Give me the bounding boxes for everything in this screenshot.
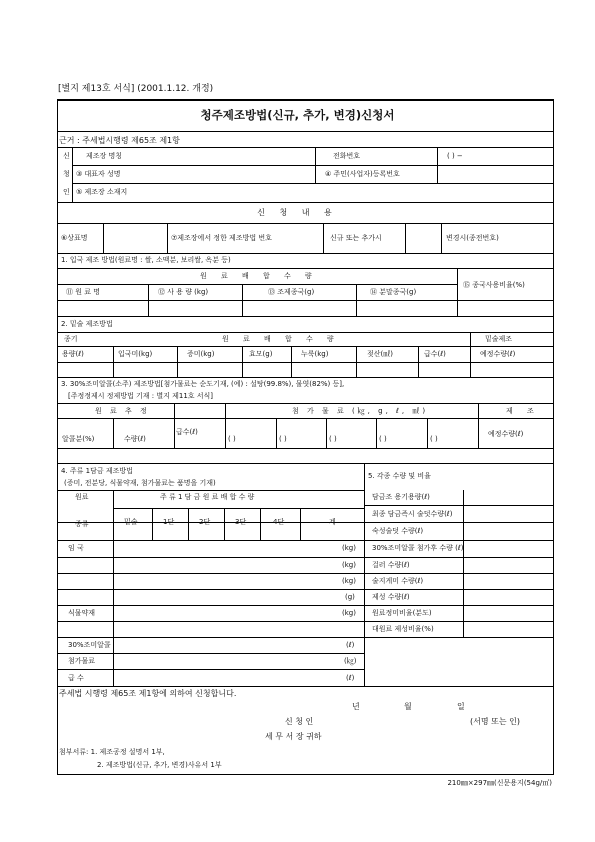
- sec1-title: 1. 입국 제조 방법(원료명 : 쌀, 소맥분, 보리쌀, 옥분 등): [61, 256, 231, 264]
- sec1-mix-heading: 원 료 배 합 수 량: [200, 272, 318, 280]
- sec4-col-1: 밑술: [124, 518, 138, 526]
- paper-spec: 210㎜×297㎜(신문용지(54g/㎡): [447, 779, 552, 787]
- sec3-additives: 첨 가 물 료 (㎏, g, ℓ, ㎖): [292, 407, 429, 415]
- sec5-row: 30%조미알콜 첨가후 수량 (ℓ): [372, 544, 464, 552]
- side-char-3: 인: [63, 188, 70, 196]
- sec1-col-2: ⑫ 사 용 량 (kg): [158, 288, 209, 296]
- sec4-row-unit: (kg): [342, 609, 356, 617]
- sec5-row: 숙성술덧 수량(ℓ): [372, 527, 424, 535]
- sec4-row-name: 30%조미알콜: [68, 641, 111, 649]
- sec4-col-6: 계: [329, 518, 336, 526]
- sec5-row: 제성 수량(ℓ): [372, 593, 410, 601]
- request-heading: 신 청 내 용: [257, 208, 338, 217]
- method-no-label: ⑦제조장에서 정한 제조방법 번호: [171, 234, 272, 242]
- sec4-row-unit: (ℓ): [346, 641, 355, 649]
- sec2-out-2: 예정수량(ℓ): [480, 350, 516, 358]
- sec2-kind: 종기: [64, 335, 78, 343]
- sec3-paren-5: ( ): [430, 435, 438, 443]
- sec4-row-unit: (kg): [342, 561, 356, 569]
- sec3-paren-3: ( ): [329, 435, 337, 443]
- sec3-raw-estimate: 원 료 추 정: [95, 407, 150, 415]
- sec4-row-name: 급 수: [68, 674, 84, 682]
- sec2-title: 2. 밑술 제조방법: [61, 320, 113, 328]
- phone-format: ( ) −: [447, 152, 463, 160]
- factory-address-label: ⑤ 제조장 소재지: [76, 188, 128, 196]
- sec5-title: 5. 각종 수량 및 비율: [368, 472, 431, 480]
- brand-label: ⑥상표명: [61, 234, 88, 242]
- side-char-2: 청: [63, 170, 70, 178]
- sec1-col-4: ⑭ 분말종국(g): [370, 288, 417, 296]
- sec4-col-2: 1단: [163, 518, 175, 526]
- form-number: [별지 제13호 서식] (2001.1.12. 개정): [58, 84, 214, 94]
- sec4-col-4: 3단: [235, 518, 247, 526]
- date-month: 월: [404, 702, 412, 711]
- date-year: 년: [352, 702, 360, 711]
- form-title: 청주제조방법(신규, 추가, 변경)신청서: [200, 108, 395, 122]
- sec2-col-1: 입국미(kg): [118, 350, 153, 358]
- sec4-title: 4. 주류 1담금 제조방법: [61, 467, 133, 475]
- sec1-col-1: ⑪ 원 료 명: [66, 288, 100, 296]
- sec4-raw: 원료: [75, 493, 89, 501]
- sec2-col-3: 효모(g): [249, 350, 273, 358]
- legal-basis: 근거 : 주세법시행령 제65조 제1항: [59, 136, 180, 145]
- sec4-col-3: 2단: [199, 518, 211, 526]
- sec2-col-2: 증미(kg): [187, 350, 215, 358]
- sec3-note: [주정정제시 정제방법 기재 : 별지 제11호 서식]: [68, 392, 214, 400]
- applicant-label: 신 청 인: [285, 717, 314, 726]
- attachment-1: 첨부서류: 1. 제조공정 설명서 1부,: [59, 748, 165, 756]
- sec3-paren-2: ( ): [279, 435, 287, 443]
- sec4-mix-heading: 주 류 1 담 금 원 료 배 합 수 량: [160, 493, 255, 501]
- sec5-row: 술지게미 수량(ℓ): [372, 577, 424, 585]
- sec4-row-unit: (kg): [342, 544, 356, 552]
- sec5-row: 대원료 제성비율(%): [372, 625, 434, 633]
- sec4-row-name: 임 국: [68, 544, 84, 552]
- sec4-row-unit: (kg): [342, 577, 356, 585]
- sec4-row-name: 첨가물료: [68, 657, 96, 665]
- sec5-row: 담금조 용기용량(ℓ): [372, 493, 430, 501]
- sec1-col-3: ⑬ 조제종국(g): [268, 288, 315, 296]
- sec3-title: 3. 30%조미알콜(소주) 제조방법[첨가물료는 순도기재, (예) : 설탕(99.8%), 물엿(82%) 등],: [61, 380, 345, 388]
- sec2-volume: 용량(ℓ): [62, 350, 84, 358]
- phone-label: 전화번호: [333, 152, 361, 160]
- sec5-row: 걸러 수량(ℓ): [372, 561, 410, 569]
- sec2-col-4: 누룩(kg): [301, 350, 329, 358]
- sec5-row: 원료정미비율(분도): [372, 609, 432, 617]
- sec3-made: 제 조: [506, 407, 540, 415]
- sec3-volume: 수량(ℓ): [124, 435, 146, 443]
- sec3-paren-1: ( ): [228, 435, 236, 443]
- factory-name-label: 제조장 명칭: [86, 152, 123, 160]
- sec4-row-unit: (g): [345, 593, 355, 601]
- sec3-paren-4: ( ): [379, 435, 387, 443]
- sec3-water: 급수(ℓ): [176, 428, 198, 436]
- side-char-1: 신: [63, 152, 70, 160]
- sign-label: (서명 또는 인): [470, 717, 520, 726]
- sec3-alcohol: 알콜분(%): [62, 435, 95, 443]
- rep-name-label: ③ 대표자 성명: [76, 170, 121, 178]
- addressee: 세 무 서 장 귀하: [265, 732, 322, 741]
- change-no-label: 변경시(종전번호): [446, 234, 499, 242]
- sec4-row-name: 식물약재: [68, 609, 96, 617]
- sec4-row-unit: (ℓ): [346, 674, 355, 682]
- sec3-plan: 예정수량(ℓ): [488, 430, 524, 438]
- sec1-ratio-label: ⑮ 종국사용비율(%): [463, 281, 525, 289]
- sec4-col-5: 4단: [273, 518, 285, 526]
- sec2-mix-heading: 원 료 배 합 수 량: [222, 335, 340, 343]
- sec2-out-1: 밑술제조: [485, 335, 513, 343]
- sec4-note: (증미, 전분당, 식물약재, 첨가물료는 품명을 기재): [64, 479, 216, 487]
- resident-no-label: ④ 주민(사업자)등록번호: [325, 170, 400, 178]
- sec4-row-unit: (㎏): [344, 657, 357, 665]
- attachment-2: 2. 제조방법(신규, 추가, 변경)사유서 1부: [97, 761, 222, 769]
- statement: 주세법 시행령 제65조 제1항에 의하여 신청합니다.: [59, 689, 237, 698]
- date-day: 일: [457, 702, 465, 711]
- sec5-row: 최종 담금즉시 술덧수량(ℓ): [372, 510, 453, 518]
- sec4-kind: 종류: [75, 520, 89, 528]
- new-add-label: 신규 또는 추가시: [330, 234, 382, 242]
- sec2-col-5: 젖산(㎖): [367, 350, 393, 358]
- sec2-col-6: 급수(ℓ): [424, 350, 446, 358]
